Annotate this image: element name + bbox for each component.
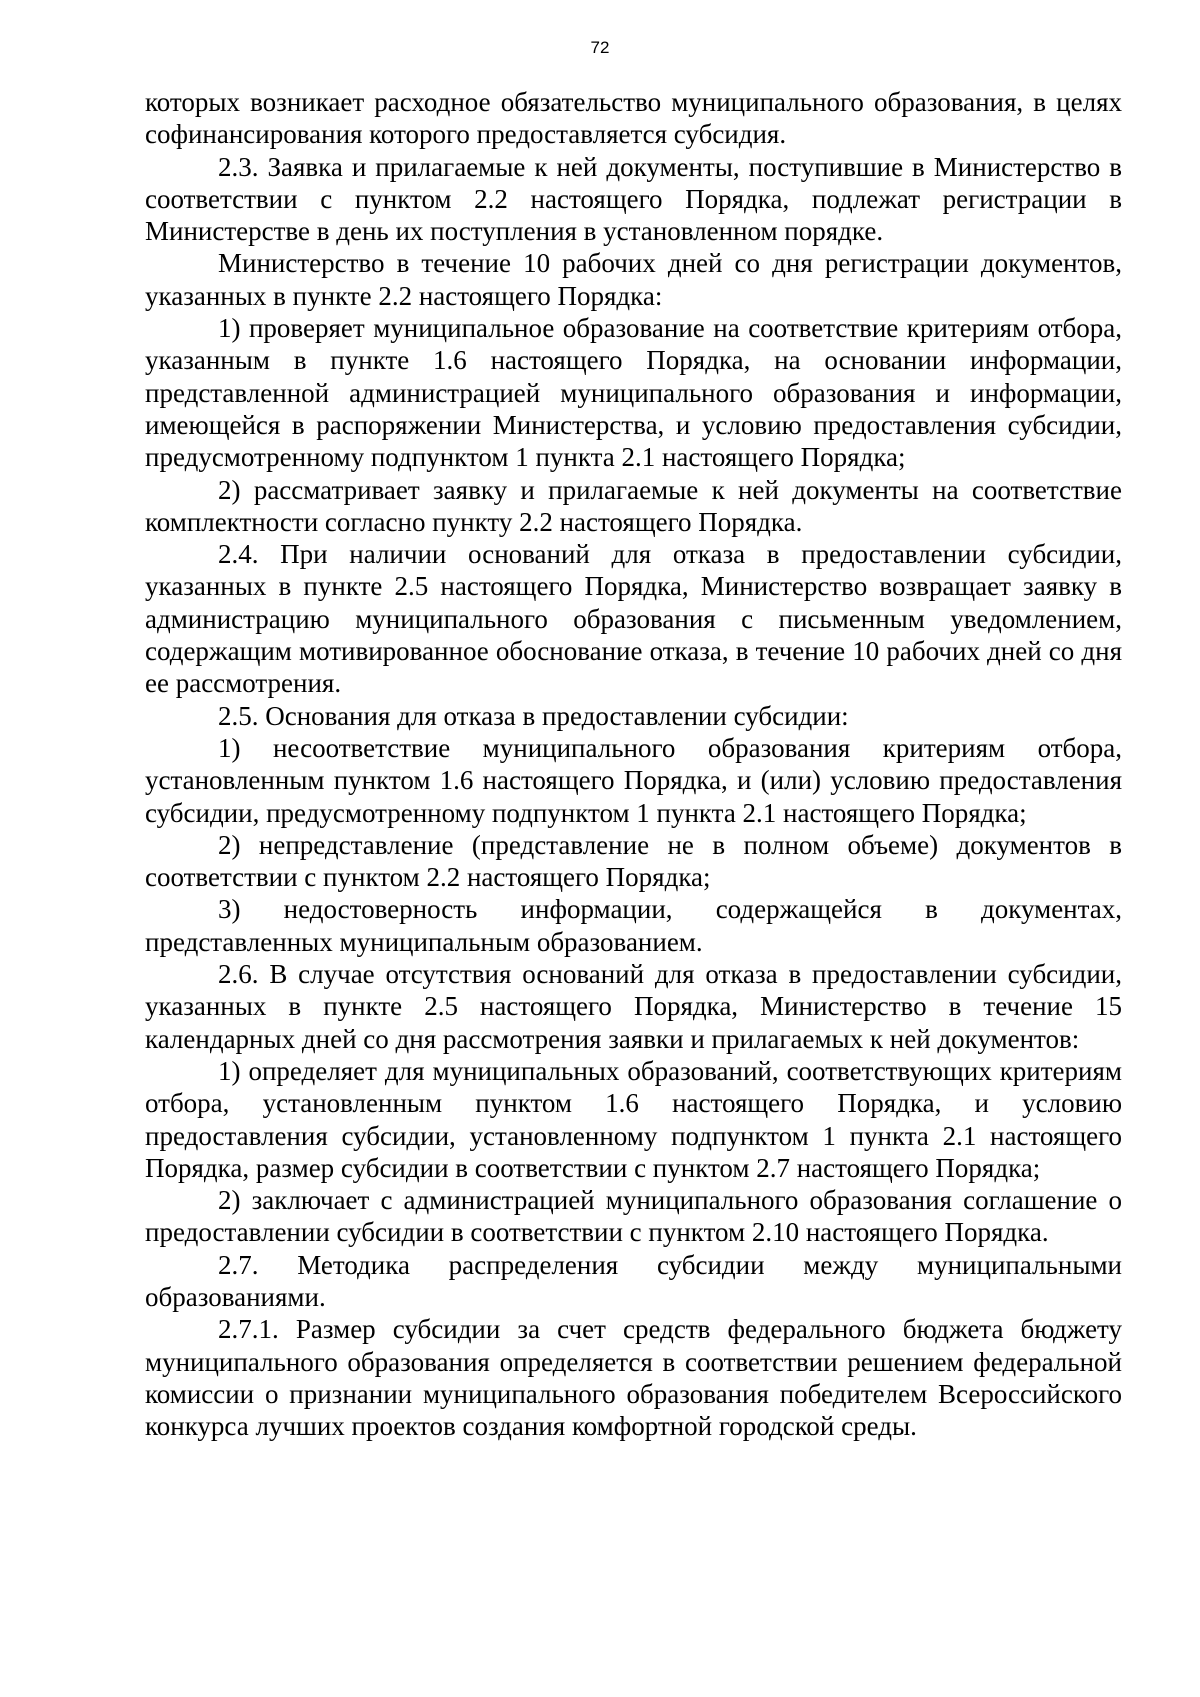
- paragraph: 2.5. Основания для отказа в предоставлении субсидии:: [218, 700, 849, 731]
- paragraph: 2) непредставление (представление не в полном объеме) документов в соответствии с пунктом 2.2 настоящего Порядка;: [145, 829, 1122, 893]
- paragraph: 1) несоответствие муниципального образования критериям отбора, установленным пунктом 1.6 настоящего Порядка, и (или) условию предоставления субсидии, предусмотренному подпунктом 1 пункта 2.1 настоящего Порядка;: [145, 732, 1122, 828]
- paragraph: которых возникает расходное обязательство муниципального образования, в целях софинансирования которого предоставляется субсидия.: [145, 87, 1122, 150]
- page-number: 72: [590, 38, 610, 57]
- document-body: [145, 86, 1122, 1442]
- paragraph: 2) заключает с администрацией муниципального образования соглашение о предоставлении субсидии в соответствии с пунктом 2.10 настоящего Порядка.: [145, 1185, 1122, 1248]
- paragraph: 2.6. В случае отсутствия оснований для отказа в предоставлении субсидии, указанных в пункте 2.5 настоящего Порядка, Министерство в течение 15 календарных дней со дня рассмотрения заявки и прилагаемых к ней документов:: [145, 959, 1122, 1054]
- paragraph: 3) недостоверность информации, содержащейся в документах, представленных муниципальным образованием.: [145, 894, 1122, 957]
- paragraph: 1) определяет для муниципальных образований, соответствующих критериям отбора, установленным пунктом 1.6 настоящего Порядка, и условию предоставления субсидии, установленному подпунктом 1 пункта 2.1 настоящего Порядка, размер субсидии в соответствии с пунктом 2.7 настоящего Порядка;: [145, 1055, 1122, 1183]
- paragraph: 2) рассматривает заявку и прилагаемые к ней документы на соответствие комплектности согласно пункту 2.2 настоящего Порядка.: [145, 474, 1122, 537]
- paragraph: Министерство в течение 10 рабочих дней со дня регистрации документов, указанных в пункте 2.2 настоящего Порядка:: [145, 248, 1122, 311]
- paragraph: 1) проверяет муниципальное образование на соответствие критериям отбора, указанным в пункте 1.6 настоящего Порядка, на основании информации, представленной администрацией муниципального образования и информации, имеющейся в распоряжении Министерства, и условию предоставления субсидии, предусмотренному подпунктом 1 пункта 2.1 настоящего Порядка;: [145, 313, 1122, 473]
- paragraph: 2.4. При наличии оснований для отказа в предоставлении субсидии, указанных в пункте 2.5 настоящего Порядка, Министерство возвращает заявку в администрацию муниципального образования с письменным уведомлением, содержащим мотивированное обоснование отказа, в течение 10 рабочих дней со дня ее рассмотрения.: [145, 539, 1122, 699]
- paragraph: 2.3. Заявка и прилагаемые к ней документы, поступившие в Министерство в соответствии с пунктом 2.2 настоящего Порядка, подлежат регистрации в Министерстве в день их поступления в установленном порядке.: [145, 151, 1122, 247]
- paragraph: 2.7.1. Размер субсидии за счет средств федерального бюджета бюджету муниципального образования определяется в соответствии решением федеральной комиссии о признании муниципального образования победителем Всероссийского конкурса лучших проектов создания комфортной городской среды.: [145, 1314, 1122, 1442]
- paragraph: 2.7. Методика распределения субсидии между муниципальными образованиями.: [145, 1249, 1122, 1312]
